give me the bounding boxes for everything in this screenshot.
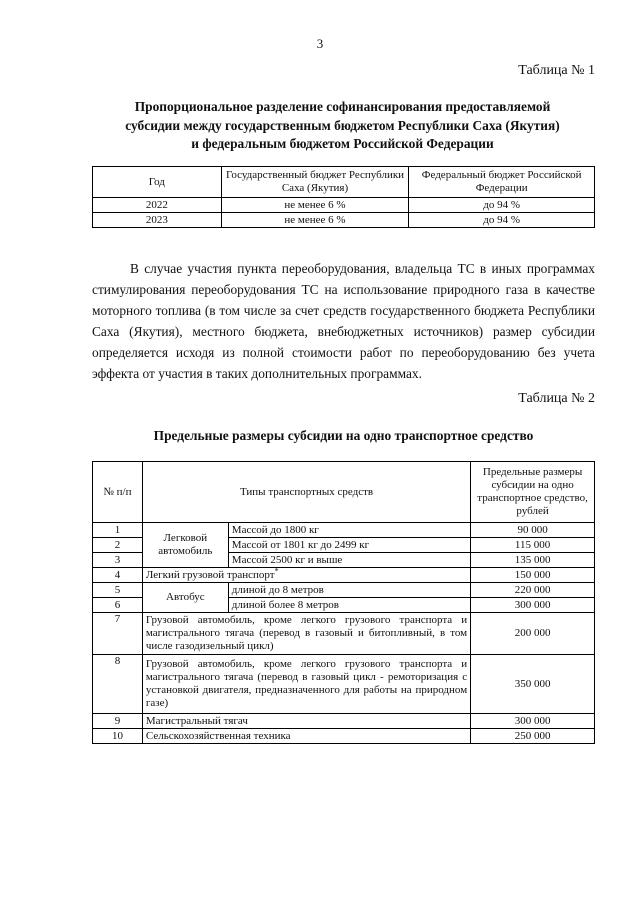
table1-caption: Таблица № 1: [518, 63, 595, 78]
description-text: Легкий грузовой транспорт: [145, 568, 275, 581]
table-row: [93, 213, 595, 228]
cell-regional: не менее 6 %: [221, 198, 409, 213]
table-header-row: [93, 167, 595, 198]
header-regional-budget: Государственный бюджет Республики Саха (Якутия): [221, 167, 409, 198]
group-passenger-car: Легковой автомобиль: [142, 523, 228, 568]
table2-title: Предельные размеры субсидии на одно транспортное средство: [153, 428, 534, 443]
cell-number: 2: [93, 538, 143, 553]
cell-year: 2023: [93, 213, 222, 228]
cell-description: Сельскохозяйственная техника: [142, 729, 470, 744]
group-bus: Автобус: [142, 583, 228, 613]
header-vehicle-types: Типы транспортных средств: [142, 462, 470, 523]
table1-title-line: Пропорциональное разделение софинансирования предоставляемой: [134, 99, 551, 114]
cell-number: 10: [93, 729, 143, 744]
table2-caption: Таблица № 2: [518, 391, 595, 406]
cell-value: 200 000: [471, 613, 595, 655]
cell-number: 8: [93, 655, 143, 714]
cell-number: 3: [93, 553, 143, 568]
table-row: [93, 568, 595, 583]
table-row: [93, 714, 595, 729]
cell-description: длиной до 8 метров: [228, 583, 470, 598]
table-row: [93, 655, 595, 714]
header-year: Год: [93, 167, 222, 198]
header-number: № п/п: [93, 462, 143, 523]
cell-value: 300 000: [471, 598, 595, 613]
paragraph-text: В случае участия пункта переоборудования, владельца ТС в иных программах стимулирования переоборудования ТС на использование природного газа в качестве моторного топлива (в том числе за счет средств государственного бюджета Республики Саха (Якутия), местного бюджета, внебюджетных источников) размер субсидии определяется исходя из полной стоимости работ по переоборудованию без учета эффекта от участия в таких дополнительных программах.: [92, 261, 595, 381]
cell-value: 135 000: [471, 553, 595, 568]
cell-value: 150 000: [471, 568, 595, 583]
header-limit: Предельные размеры субсидии на одно транспортное средство, рублей: [471, 462, 595, 523]
table1-title: [90, 98, 595, 154]
cell-description: Массой 2500 кг и выше: [228, 553, 470, 568]
table-row: [93, 583, 595, 598]
cell-federal: до 94 %: [409, 213, 595, 228]
table-row: [93, 729, 595, 744]
table1-title-line: и федеральным бюджетом Российской Федерации: [191, 136, 494, 151]
cell-value: 300 000: [471, 714, 595, 729]
cell-value: 220 000: [471, 583, 595, 598]
cell-value: 350 000: [471, 655, 595, 714]
cell-number: 7: [93, 613, 143, 655]
table1-title-line: субсидии между государственным бюджетом Республики Саха (Якутия): [125, 117, 560, 133]
cell-number: 4: [93, 568, 143, 583]
cell-value: 115 000: [471, 538, 595, 553]
cell-description: [142, 565, 470, 583]
cell-value: 90 000: [471, 523, 595, 538]
header-federal-budget: Федеральный бюджет Российской Федерации: [409, 167, 595, 198]
cell-description: Грузовой автомобиль, кроме легкого грузового транспорта и магистрального тягача (перевод в газовый и битопливный, в том числе газодизельный цикл): [142, 613, 470, 655]
cell-number: 5: [93, 583, 143, 598]
cell-number: 9: [93, 714, 143, 729]
table-row: [93, 523, 595, 538]
cell-federal: до 94 %: [409, 198, 595, 213]
cell-description: Массой от 1801 кг до 2499 кг: [228, 538, 470, 553]
cell-year: 2022: [93, 198, 222, 213]
cell-description: длиной более 8 метров: [228, 598, 470, 613]
table-row: [93, 613, 595, 655]
cell-number: 1: [93, 523, 143, 538]
cell-number: 6: [93, 598, 143, 613]
subsidy-limits-table: [92, 461, 595, 744]
page-number: 3: [316, 36, 324, 51]
cell-description: Магистральный тягач: [142, 714, 470, 729]
cell-description: Грузовой автомобиль, кроме легкого грузового транспорта и магистрального тягача (перевод в газовый цикл - ремоторизация с установкой двигателя, предназначенного для работы на природном газе): [142, 655, 470, 714]
body-paragraph: [92, 258, 595, 384]
table-header-row: [93, 462, 595, 523]
cell-regional: не менее 6 %: [221, 213, 409, 228]
cofinancing-table: [92, 166, 595, 228]
footnote-mark: *: [274, 565, 279, 575]
cell-value: 250 000: [471, 729, 595, 744]
cell-description: Массой до 1800 кг: [228, 523, 470, 538]
table-row: [93, 198, 595, 213]
